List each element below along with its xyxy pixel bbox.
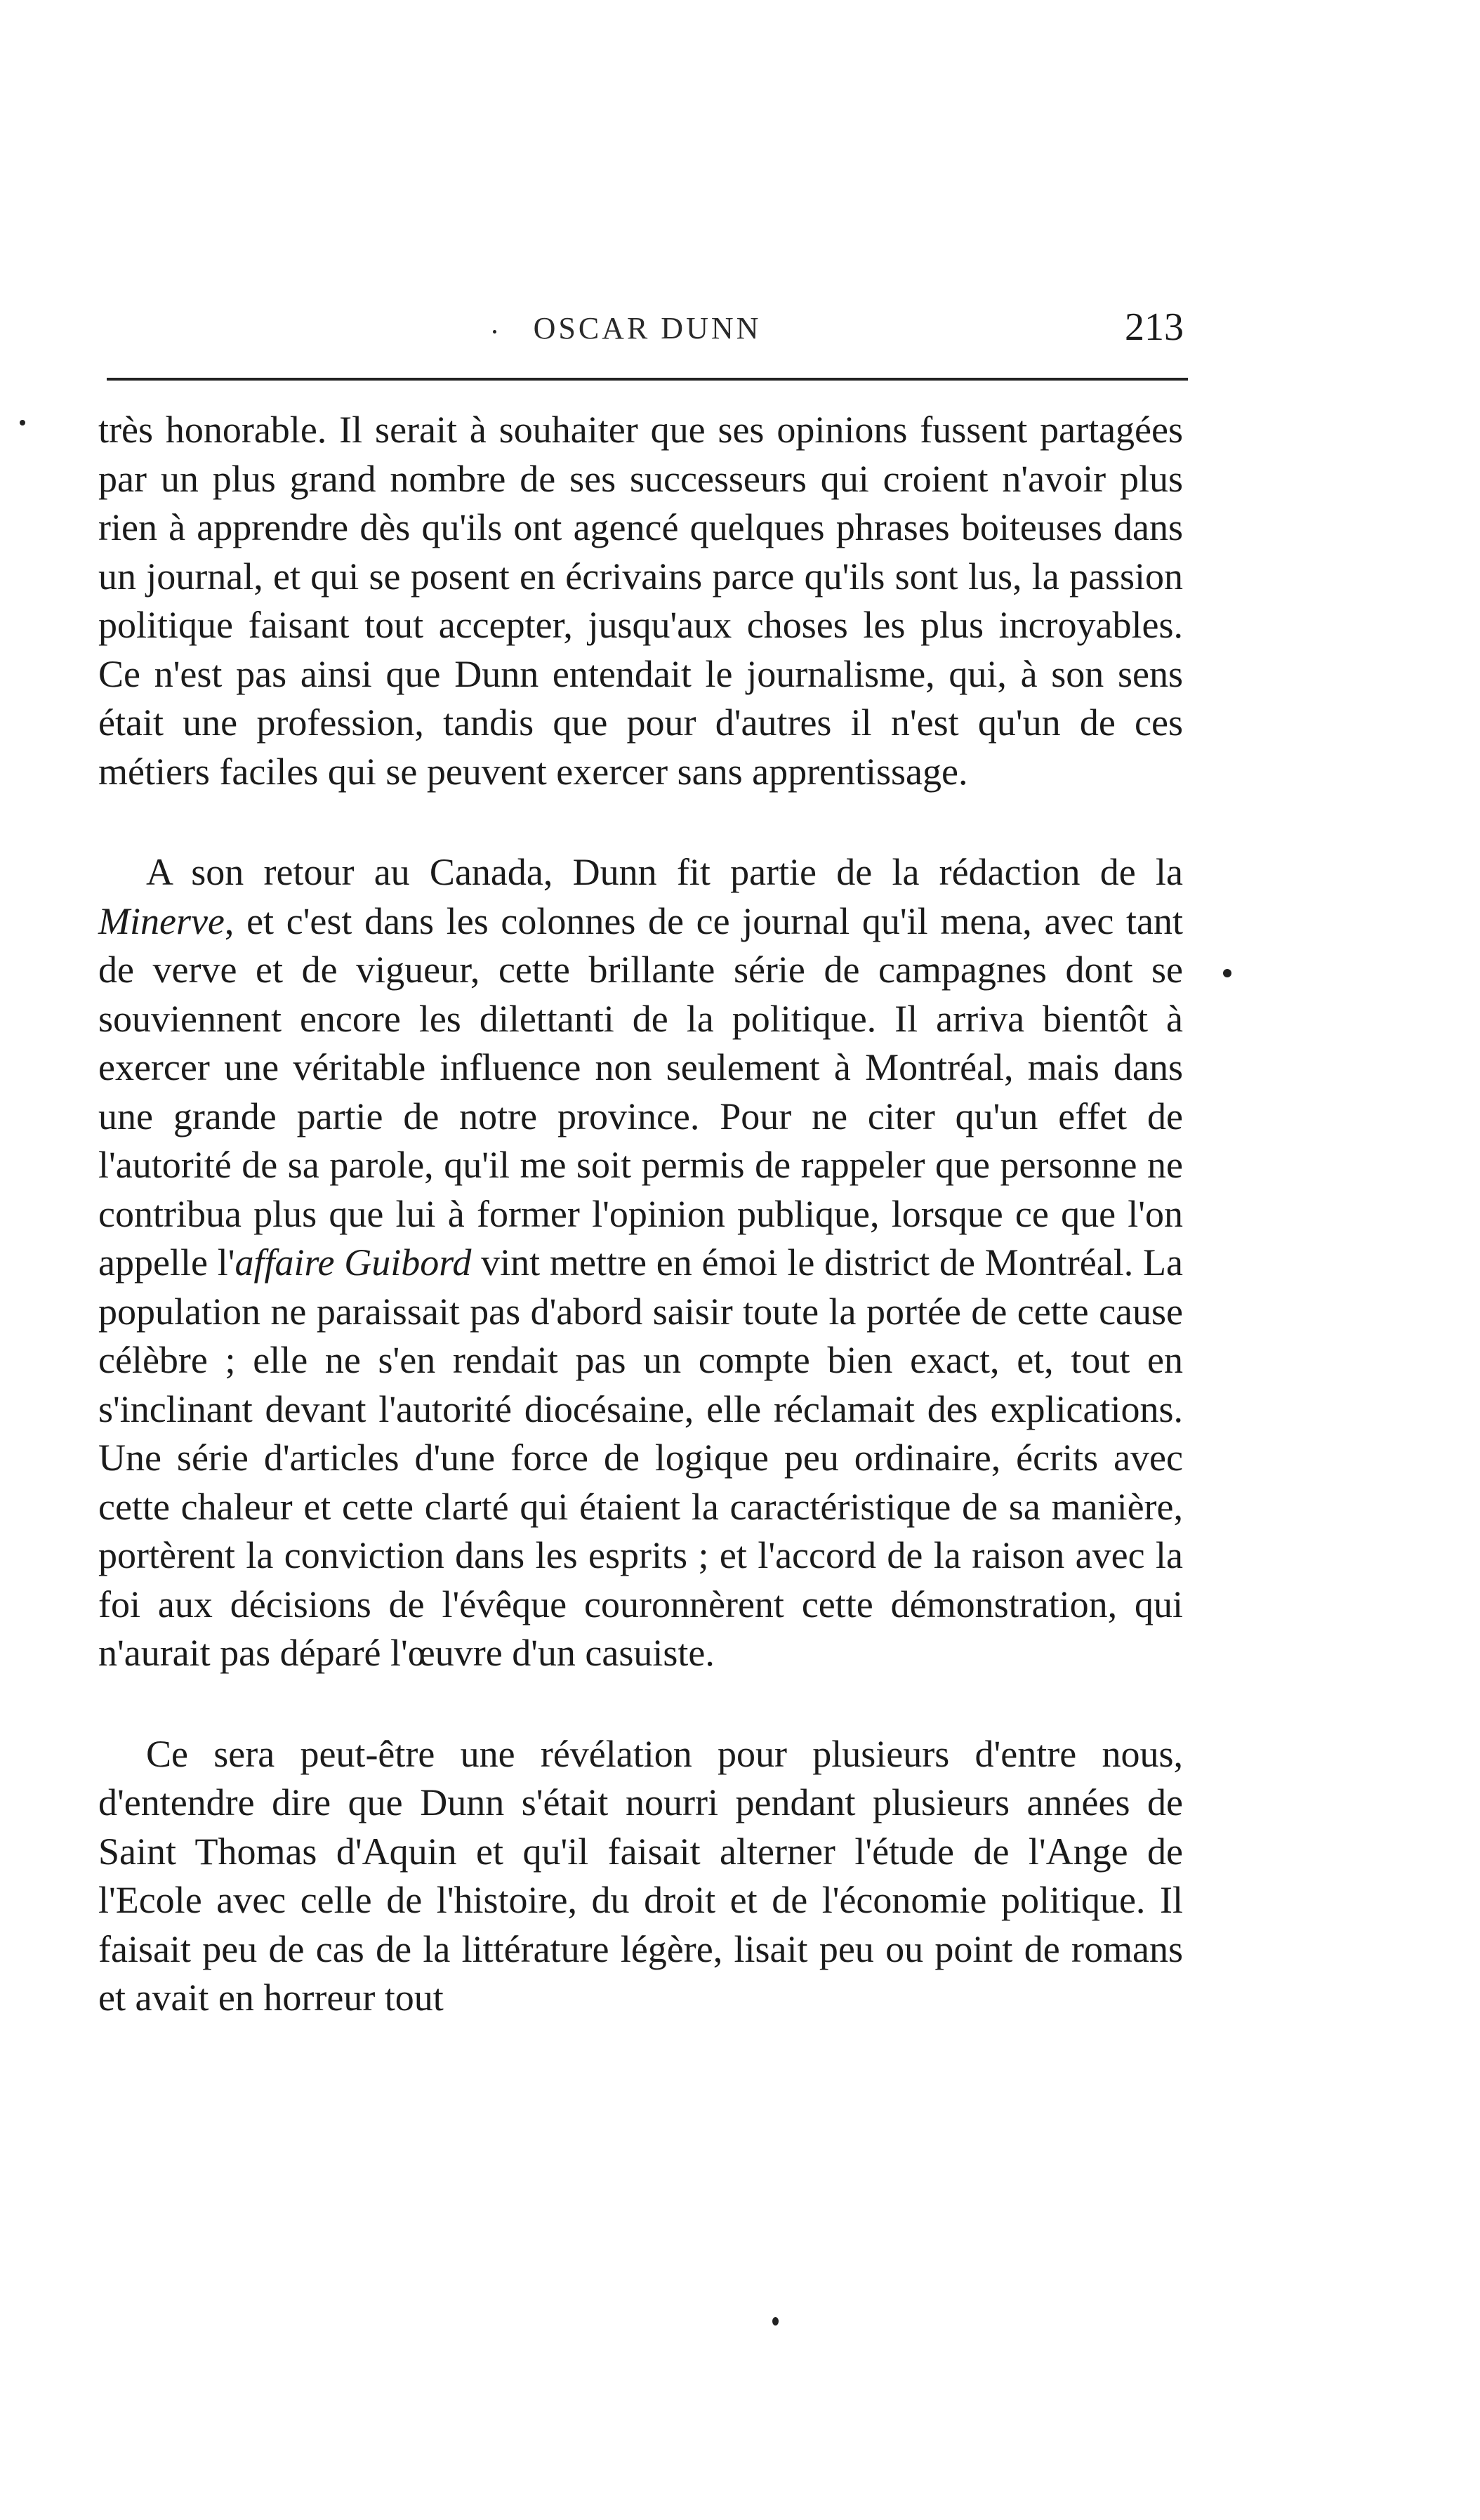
- paragraph-2-text-c: vint mettre en émoi le district de Montréal. La population ne paraissait pas d'abord saisir toute la portée de cette cause célèbre ; elle ne s'en rendait pas un compte bien exact, et, tout en s'inclinant devant l'autorité diocésaine, elle réclamait des explications. Une série d'articles d'une force de logique peu ordinaire, écrits avec cette chaleur et cette clarté qui étaient la caractéristique de sa manière, portèrent la conviction dans les esprits ; et l'accord de la raison avec la foi aux décisions de l'évêque couronnèrent cette démonstration, qui n'aurait pas déparé l'œuvre d'un casuiste.: [98, 1241, 1184, 1674]
- scan-speck: [772, 2317, 779, 2326]
- running-head: OSCAR DUNN: [533, 311, 762, 345]
- paragraph-3: [98, 1730, 1183, 2023]
- body-text: [98, 406, 1183, 2023]
- paragraph-2: [98, 848, 1183, 1678]
- page-number: 213: [1125, 305, 1184, 349]
- paragraph-1-text: très honorable. Il serait à souhaiter que ses opinions fussent partagées par un plus grand nombre de ses successeurs qui croient n'avoir plus rien à apprendre dès qu'ils ont agencé quelques phrases boiteuses dans un journal, et qui se posent en écrivains parce qu'ils sont lus, la passion politique faisant tout accepter, jusqu'aux choses les plus incroyables. Ce n'est pas ainsi que Dunn entendait le journalisme, qui, à son sens était une profession, tandis que pour d'autres il n'est qu'un de ces métiers faciles qui se peuvent exercer sans apprentissage.: [98, 409, 1183, 793]
- page-header: [107, 303, 1188, 359]
- scan-speck: [1223, 969, 1231, 977]
- scan-speck: [493, 330, 496, 334]
- paragraph-2-text-a: A son retour au Canada, Dunn fit partie de la rédaction de la: [146, 851, 1183, 893]
- newspaper-title-minerve: Minerve: [98, 899, 225, 942]
- paragraph-1: [98, 406, 1183, 796]
- affaire-guibord-term: affaire Guibord: [234, 1241, 472, 1284]
- paragraph-3-text: Ce sera peut-être une révélation pour plusieurs d'entre nous, d'entendre dire que Dunn s'était nourri pendant plusieurs années de Saint Thomas d'Aquin et qu'il faisait alterner l'étude de l'Ange de l'Ecole avec celle de l'histoire, du droit et de l'économie politique. Il faisait peu de cas de la littérature légère, lisait peu ou point de romans et avait en horreur tout: [98, 1732, 1183, 2019]
- paragraph-2-text-b: , et c'est dans les colonnes de ce journal qu'il mena, avec tant de verve et de vigueur, cette brillante série de campagnes dont se souviennent encore les dilettanti de la politique. Il arriva bientôt à exercer une véritable influence non seulement à Montréal, mais dans une grande partie de notre province. Pour ne citer qu'un effet de l'autorité de sa parole, qu'il me soit permis de rappeler que personne ne contribua plus que lui à former l'opinion publique, lorsque ce que l'on appelle l': [98, 899, 1183, 1284]
- scan-speck: [20, 420, 25, 426]
- header-rule: [107, 378, 1188, 381]
